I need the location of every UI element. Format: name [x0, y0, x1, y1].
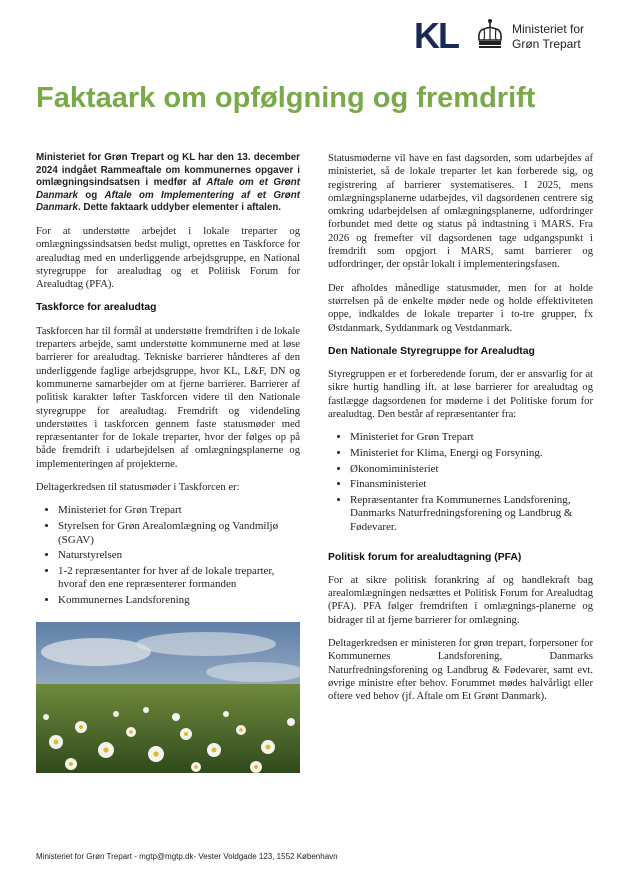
intro-paragraph	[36, 152, 300, 215]
paragraph-taskforce: Taskforcen har til formål at understøtte fremdriften i de lokale treparters arbejde, samt understøtte kommunerne med at løse barrierer for arealudtag. Tekniske barrierer håndteres af den underliggende faglige arbejdsgruppe, hvor KL, L&F, DN og kommunerne samarbejder om at fjerne barrierer. Barrierer af politisk karakter løfter Taskforcen videre til den Nationale styregruppe for arealudtag. Fremdrift og videndeling understøttes i taskforcen gennem faste statusmøder med repræsentanter for de lokale treparter, hvor der følges op på både fremdrift i udarbejdelsen af omlægningsplanerne og implementeringen af projekterne.	[36, 325, 300, 470]
list-item: • Finansministeriet	[350, 478, 593, 492]
paragraph-status-meetings: Statusmøderne vil have en fast dagsorden, som udarbejdes af ministeriet, så de lokale treparter let kan forberede sig, og registrering af barrierer systematiseres. I 2025, mens omlægningsplanerne udarbejdes, vil dagsordenen centrere sig omkring udarbejdelsen af omlægningsplanerne, udfordringer forbundet med dette og status på indtastning i MARS. Fra 2026 og fremefter vil dagsordenen tage udgangspunkt i fremdrift som opgjort i MARS, samt barrierer og udfordringer, der opstår lokalt i implementeringsfasen.	[328, 153, 593, 271]
paragraph-steering-group: Styregruppen er et forberedende forum, der er ansvarlig for at sikre hurtig handling ift. at løse barrierer for arealudtag og fastlægge dagsordenen for møderne i det Politiske forum for arealudtag. Den består af repræsentanter fra:	[328, 369, 593, 421]
intro-text-b: og	[77, 189, 105, 201]
paragraph-monthly-meetings: Der afholdes månedlige statusmøder, men for at holde størrelsen på de enkelte møder nede og holde effektiviteten oppe, indkaldes de lokale treparter i to-tre grupper, fx Østdanmark, Syddanmark og Vestdanmark.	[328, 282, 593, 334]
list-item: • 1-2 repræsentanter for hver af de lokale treparter, hvoraf den ene repræsenterer formanden	[58, 565, 300, 592]
list-item: • Ministeriet for Grøn Trepart	[58, 504, 300, 518]
ministry-logo-text	[512, 22, 584, 52]
taskforce-participants-list	[36, 504, 300, 607]
daisy-field-photo	[36, 622, 300, 773]
paragraph-forum-participants: Deltagerkredsen er ministeren for grøn trepart, forpersoner for Kommunernes Landsforening, Danmarks Naturfredningsforening og Landbrug & Fødevarer, samt evt. øvrige ministre efter behov. Forummet mødes halvårligt eller oftere ved behov (jf. Aftale om Et Grønt Danmark).	[328, 637, 593, 703]
heading-political-forum: Politisk forum for arealudtagning (PFA)	[328, 551, 522, 563]
list-item: • Kommunernes Landsforening	[58, 594, 300, 608]
left-column	[36, 152, 300, 617]
ministry-line-2: Grøn Trepart	[512, 37, 581, 51]
paragraph-purpose: For at understøtte arbejdet i lokale treparter og omlægningssindsatsen bedst muligt, oprettes en Taskforce for arealudtag med en underliggende arbejdsgruppe, en National styregruppe for arealudtag og et Politisk Forum for Arealudtag (PFA).	[36, 225, 300, 291]
steering-group-members-list	[328, 431, 593, 534]
footer-contact: Ministeriet for Grøn Trepart - mgtp@mgtp.dk- Vester Voldgade 123, 1552 København	[36, 852, 338, 861]
paragraph-participants: Deltagerkredsen til statusmøder i Taskforcen er:	[36, 482, 240, 494]
heading-taskforce: Taskforce for arealudtag	[36, 302, 157, 314]
right-column	[328, 152, 593, 713]
list-item: • Ministeriet for Klima, Energi og Forsyning.	[350, 447, 593, 461]
ministry-line-1: Ministeriet for	[512, 22, 585, 36]
list-item: • Styrelsen for Grøn Arealomlægning og Vandmiljø (SGAV)	[58, 520, 300, 547]
list-item: • Naturstyrelsen	[58, 549, 300, 563]
list-item: • Repræsentanter fra Kommunernes Landsforening, Danmarks Naturfredningsforening og Landbrug & Fødevarer.	[350, 494, 593, 535]
intro-emphasis-2: Aftale om Implementering af et Grønt Danmark	[36, 189, 300, 214]
page-title: Faktaark om opfølgning og fremdrift	[36, 82, 536, 114]
kl-logo: KL	[414, 15, 458, 56]
list-item: • Ministeriet for Grøn Trepart	[350, 431, 593, 445]
intro-emphasis-1: Aftale om et Grønt Danmark	[36, 177, 300, 201]
intro-text-c: . Dette faktaark uddyber elementer i aftalen.	[77, 202, 282, 214]
paragraph-political-forum: For at sikre politisk forankring af og handlekraft bag arealomlægningen nedsættes et Politisk Forum for Arealudtag (PFA). PFA følger fremdriften i omlægnings-planerne og bidrager til at fjerne barrierer for omlægning.	[328, 574, 593, 626]
heading-national-steering-group: Den Nationale Styregruppe for Arealudtag	[328, 345, 535, 357]
intro-text-a: Ministeriet for Grøn Trepart og KL har den 13. december 2024 indgået Rammeaftale om kommunernes opgaver i omlægningsindsatsen i medfør af	[36, 152, 300, 189]
crown-icon	[476, 18, 504, 52]
list-item: • Økonomiministeriet	[350, 463, 593, 477]
